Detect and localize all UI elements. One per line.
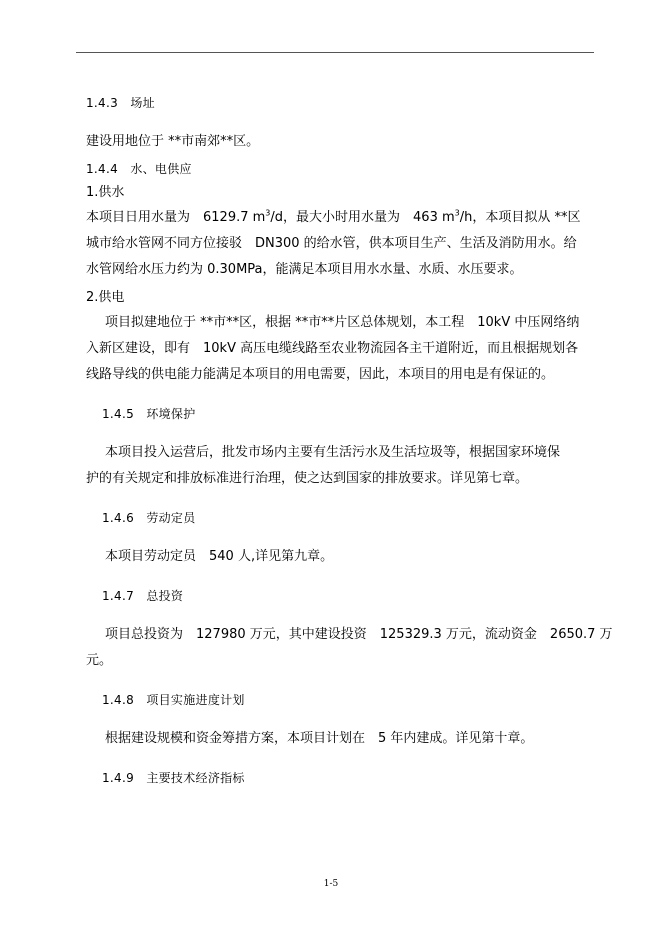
section-heading-1-4-7: 1.4.7 总投资 xyxy=(102,589,184,603)
paragraph-line: 根据建设规模和资金筹措方案，本项目计划在 5 年内建成。详见第十章。 xyxy=(105,731,534,746)
paragraph-line: 本项目日用水量为 6129.7 $m^3/d$，最大小时用水量为 463 $m^3/h$，本项目拟从 **区 xyxy=(86,208,581,225)
subsection-title-power: 2.供电 xyxy=(86,290,125,305)
header-rule xyxy=(76,52,594,53)
paragraph-line: 项目拟建地位于 **市**区，根据 **市**片区总体规划，本工程 10kV 中压网络纳 xyxy=(105,315,580,330)
paragraph-line: 项目总投资为 127980 万元，其中建设投资 125329.3 万元，流动资金 2650.7 万 xyxy=(105,627,613,642)
paragraph-line: 水管网给水压力约为 0.30MPa，能满足本项目用水水量、水质、水压要求。 xyxy=(86,262,523,277)
section-heading-1-4-5: 1.4.5 环境保护 xyxy=(102,407,196,421)
paragraph-line: 线路导线的供电能力能满足本项目的用电需要，因此，本项目的用电是有保证的。 xyxy=(86,367,555,382)
section-heading-1-4-4: 1.4.4 水、电供应 xyxy=(86,162,192,176)
section-heading-1-4-8: 1.4.8 项目实施进度计划 xyxy=(102,693,245,707)
subsection-title-water: 1.供水 xyxy=(86,185,125,200)
section-heading-1-4-3: 1.4.3 场址 xyxy=(86,96,155,110)
paragraph-line: 入新区建设，即有 10kV 高压电缆线路至农业物流园各主干道附近，而且根据规划各 xyxy=(86,341,579,356)
page-number: 1-5 xyxy=(323,879,339,889)
paragraph-line: 元。 xyxy=(86,653,113,668)
paragraph-line: 城市给水管网不同方位接驳 DN300 的给水管，供本项目生产、生活及消防用水。给 xyxy=(86,236,577,251)
paragraph-line: 建设用地位于 **市南郊**区。 xyxy=(86,134,260,149)
section-heading-1-4-6: 1.4.6 劳动定员 xyxy=(102,511,196,525)
paragraph-line: 本项目劳动定员 540 人,详见第九章。 xyxy=(105,549,334,564)
section-heading-1-4-9: 1.4.9 主要技术经济指标 xyxy=(102,771,245,785)
paragraph-line: 本项目投入运营后，批发市场内主要有生活污水及生活垃圾等，根据国家环境保 xyxy=(105,445,561,460)
paragraph-line: 护的有关规定和排放标准进行治理，使之达到国家的排放要求。详见第七章。 xyxy=(86,471,529,486)
